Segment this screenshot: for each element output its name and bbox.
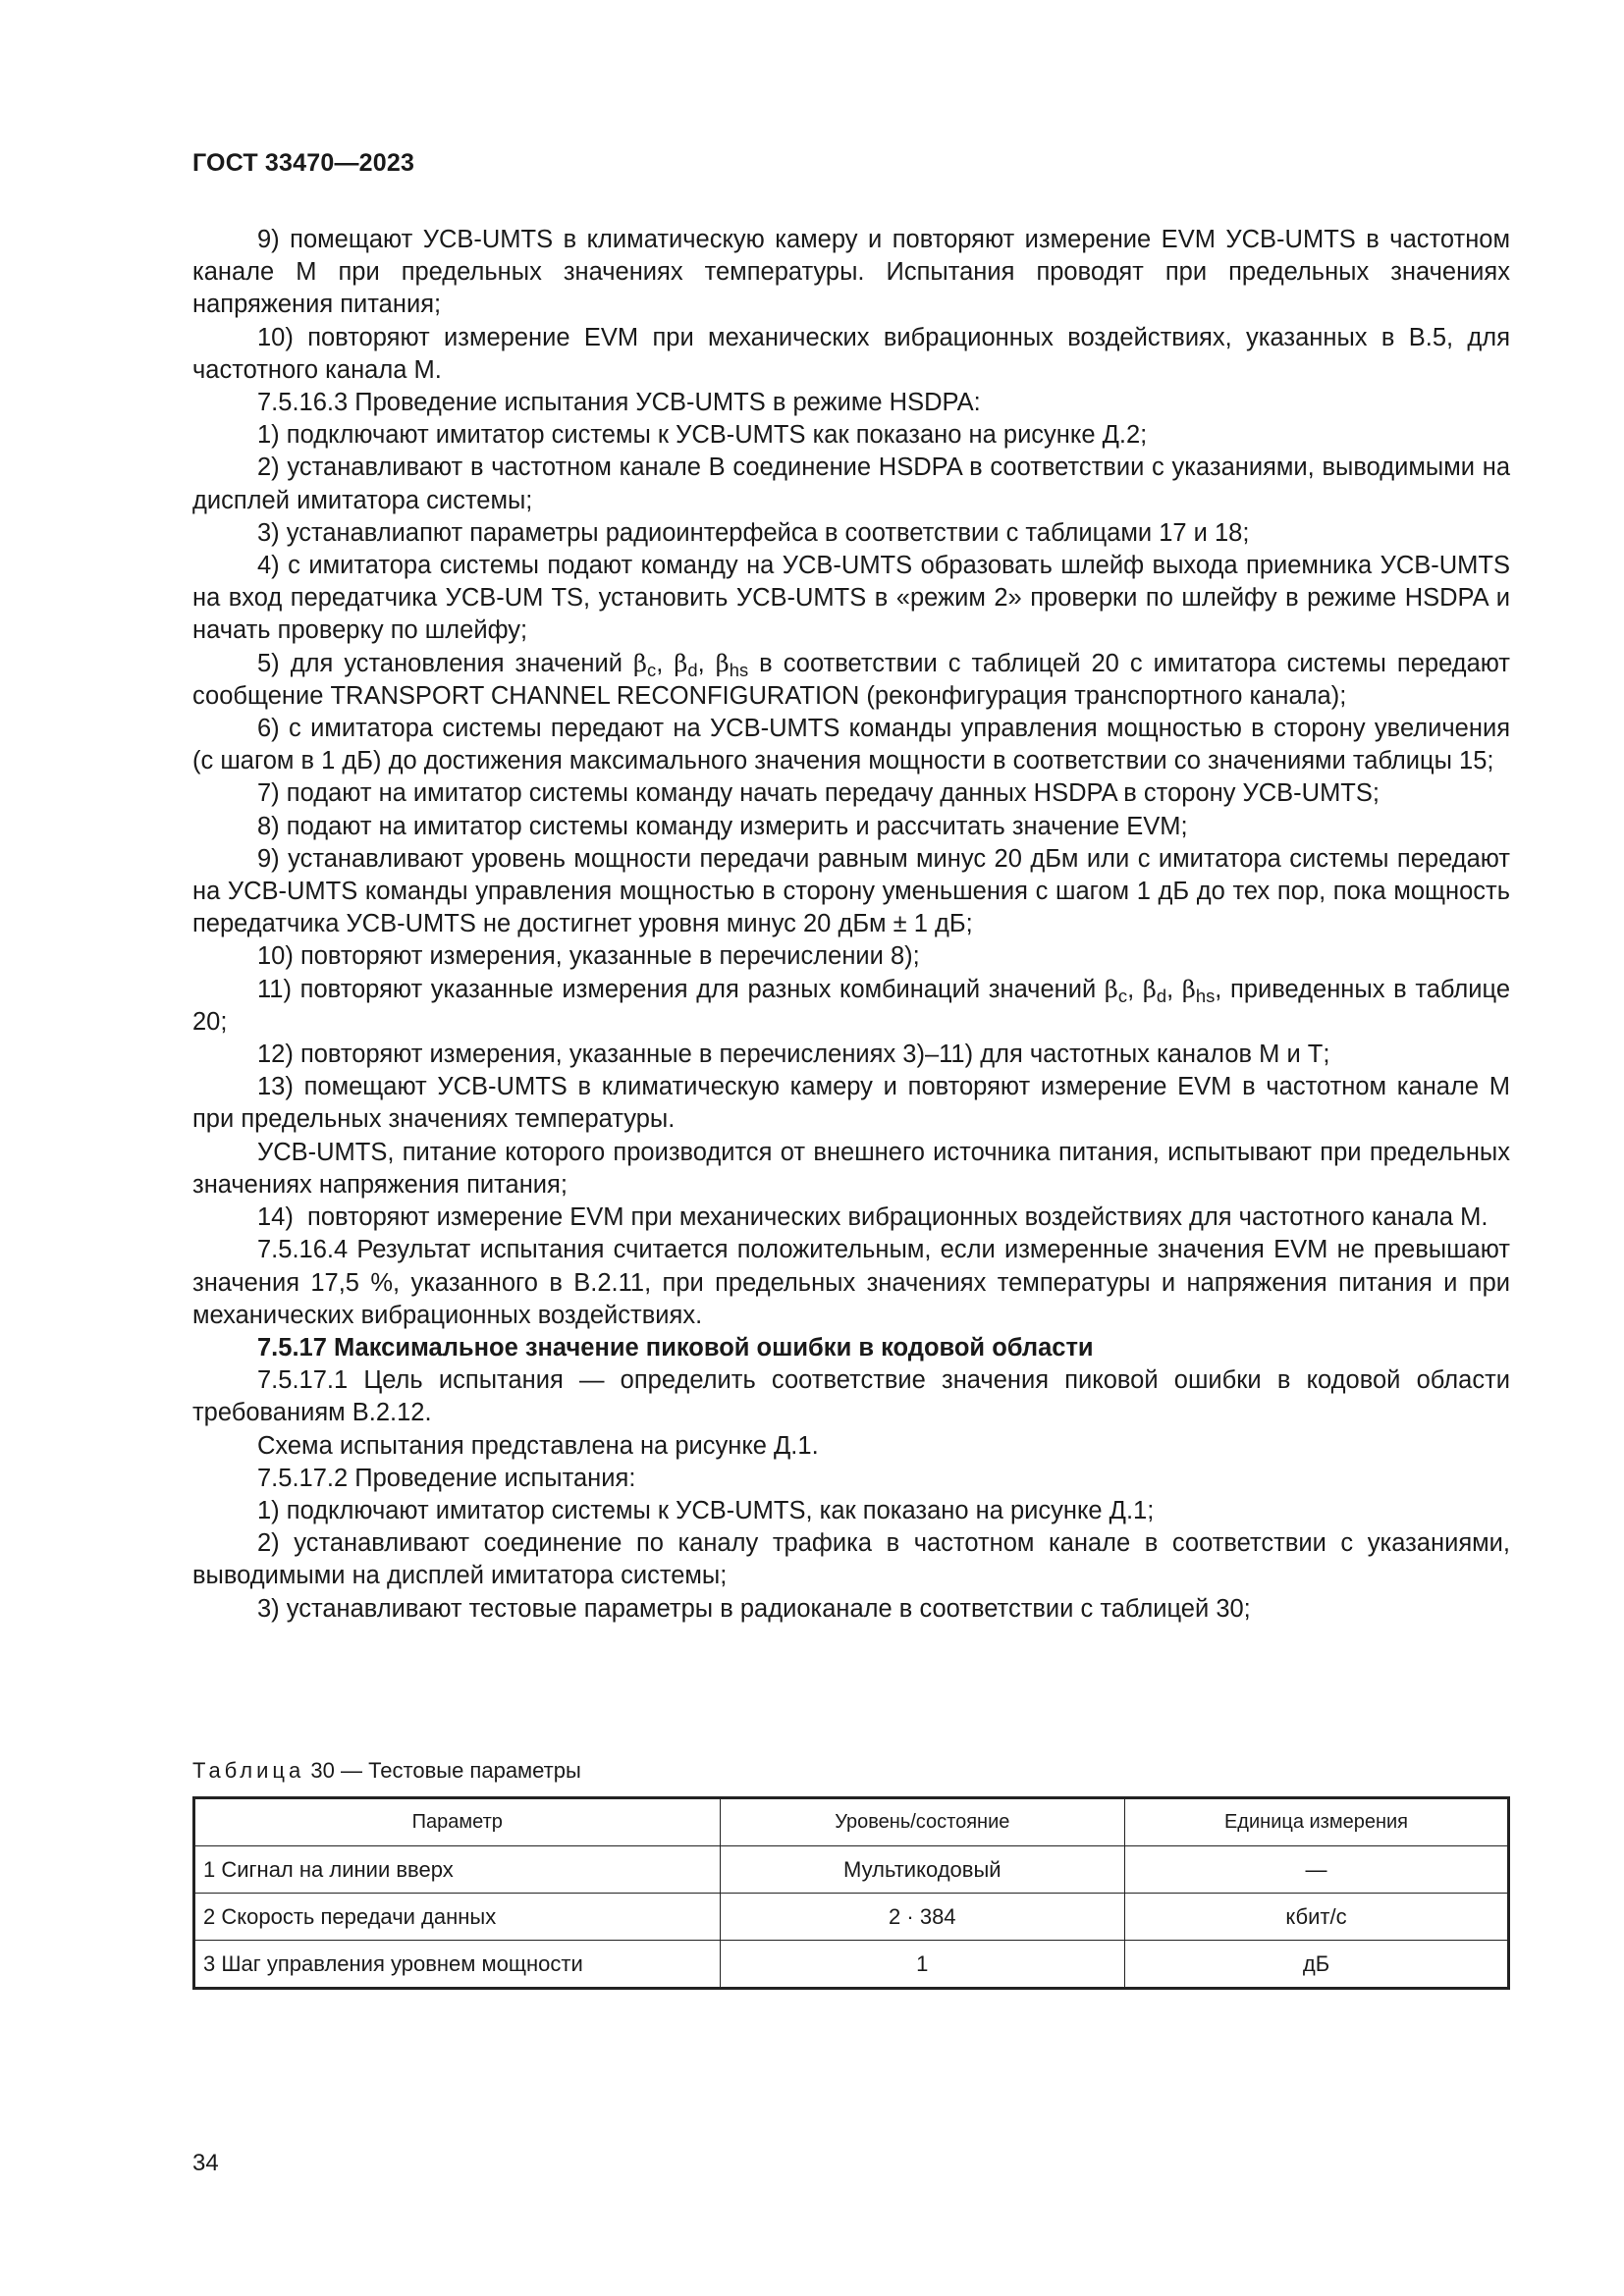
section-heading: 7.5.17 Максимальное значение пиковой ошибки в кодовой области	[257, 1333, 1094, 1362]
paragraph: 7.5.17.2 Проведение испытания:	[257, 1464, 636, 1492]
table-row	[194, 1894, 1509, 1941]
document-header: ГОСТ 33470—2023	[192, 149, 415, 177]
paragraph: 2) устанавливают в частотном канале В соединение HSDPA в соответствии с указаниями, выводимыми на дисплей имитатора системы;	[192, 454, 1510, 514]
paragraph: 7) подают на имитатор системы команду начать передачу данных HSDPA в сторону УСВ-UMTS;	[257, 779, 1380, 808]
paragraph: 1) подключают имитатор системы к УСВ-UMTS, как показано на рисунке Д.1;	[257, 1496, 1155, 1524]
subscript: c	[647, 659, 657, 680]
paragraph: 14) повторяют измерение EVM при механических вибрационных воздействиях для частотного канала М.	[257, 1203, 1489, 1232]
paragraph: 9) устанавливают уровень мощности передачи равным минус 20 дБм или с имитатора системы передают на УСВ-UMTS команды управления мощностью в сторону уменьшения с шагом 1 дБ до тех пор, пока мощность передатчика УСВ-UMTS не достигнет уровня минус 20 дБм ± 1 дБ;	[192, 844, 1510, 938]
table-cell: кбит/с	[1125, 1894, 1509, 1941]
subscript: d	[687, 659, 698, 680]
table-cell: 2 · 384	[720, 1894, 1124, 1941]
beta-symbol: β	[715, 649, 730, 677]
paragraph: 13) помещают УСВ-UMTS в климатическую камеру и повторяют измерение EVM в частотном канале М при предельных значениях температуры.	[192, 1073, 1510, 1134]
section-heading: 7.5.16.3 Проведение испытания УСВ-UMTS в режиме HSDPA:	[257, 389, 981, 417]
text-run: в соответствии с таблицей 20 с имитатора системы передают сообщение TRANSPORT CHANNEL RECONFIGURATION (реконфигурация транспортного канала);	[192, 649, 1510, 710]
subscript: d	[1156, 985, 1167, 1006]
text-run: , приведенных в таблице 20;	[192, 975, 1511, 1036]
column-header: Уровень/состояние	[720, 1798, 1124, 1846]
subscript: hs	[1195, 985, 1216, 1006]
table-cell: дБ	[1125, 1941, 1509, 1989]
paragraph: 1) подключают имитатор системы к УСВ-UMTS как показано на рисунке Д.2;	[257, 421, 1148, 450]
separator: ,	[1166, 975, 1182, 1003]
paragraph: 4) с имитатора системы подают команду на УСВ-UMTS образовать шлейф выхода приемника УСВ-UMTS на вход передатчика УСВ-UM TS, установить УСВ-UMTS в «режим 2» проверки по шлейфу в режиме HSDPA и начать проверку по шлейфу;	[192, 552, 1510, 645]
column-header: Единица измерения	[1125, 1798, 1509, 1846]
table-cell: Мультикодовый	[720, 1846, 1124, 1894]
separator: ,	[697, 649, 716, 677]
text-run: 11) повторяют указанные измерения для разных комбинаций значений	[257, 975, 1105, 1003]
paragraph: 12) повторяют измерения, указанные в перечислениях 3)–11) для частотных каналов М и Т;	[257, 1041, 1330, 1069]
table-caption	[192, 1758, 581, 1784]
table-caption-title: 30 — Тестовые параметры	[310, 1758, 581, 1783]
column-header: Параметр	[194, 1798, 721, 1846]
beta-symbol: β	[674, 649, 688, 677]
page-number: 34	[192, 2150, 219, 2176]
paragraph	[192, 648, 1510, 713]
paragraph: 6) с имитатора системы передают на УСВ-UMTS команды управления мощностью в сторону увеличения (с шагом в 1 дБ) до достижения максимального значения мощности в соответствии со значениями таблицы 15;	[192, 715, 1510, 775]
beta-symbol: β	[633, 649, 648, 677]
table-cell: 2 Скорость передачи данных	[194, 1894, 721, 1941]
beta-symbol: β	[1181, 975, 1196, 1003]
paragraph: 3) устанавлиапют параметры радиоинтерфейса в соответствии с таблицами 17 и 18;	[257, 518, 1250, 547]
table-row	[194, 1941, 1509, 1989]
test-parameters-table	[192, 1796, 1510, 1990]
table-row	[194, 1846, 1509, 1894]
paragraph: 10) повторяют измерения, указанные в перечислении 8);	[257, 942, 920, 971]
beta-symbol: β	[1142, 975, 1157, 1003]
paragraph: 9) помещают УСВ-UMTS в климатическую камеру и повторяют измерение EVM УСВ-UMTS в частотном канале М при предельных значениях температуры. Испытания проводят при предельных значениях напряжения питания;	[192, 226, 1510, 319]
table-header-row	[194, 1798, 1509, 1846]
separator: ,	[656, 649, 675, 677]
document-body	[192, 224, 1510, 1626]
table-caption-label: Таблица	[192, 1758, 305, 1783]
table-cell: 3 Шаг управления уровнем мощности	[194, 1941, 721, 1989]
paragraph: 10) повторяют измерение EVM при механических вибрационных воздействиях, указанных в В.5, для частотного канала М.	[192, 323, 1510, 384]
paragraph: 2) устанавливают соединение по каналу трафика в частотном канале в соответствии с указаниями, выводимыми на дисплей имитатора системы;	[192, 1529, 1510, 1590]
subscript: c	[1117, 985, 1128, 1006]
text-run: 5) для установления значений	[257, 649, 634, 677]
paragraph: 7.5.16.4 Результат испытания считается положительным, если измеренные значения EVM не превышают значения 17,5 %, указанного в В.2.11, при предельных значениях температуры и напряжения питания и при механических вибрационных воздействиях.	[192, 1236, 1510, 1329]
subscript: hs	[729, 659, 749, 680]
paragraph: 8) подают на имитатор системы команду измерить и рассчитать значение EVM;	[257, 812, 1188, 840]
paragraph: УСВ-UMTS, питание которого производится от внешнего источника питания, испытывают при предельных значениях напряжения питания;	[192, 1138, 1510, 1199]
paragraph: Схема испытания представлена на рисунке Д.1.	[257, 1431, 819, 1460]
table-cell: —	[1125, 1846, 1509, 1894]
table-cell: 1 Сигнал на линии вверх	[194, 1846, 721, 1894]
separator: ,	[1127, 975, 1143, 1003]
beta-symbol: β	[1104, 975, 1118, 1003]
paragraph: 7.5.17.1 Цель испытания — определить соответствие значения пиковой ошибки в кодовой области требованиям В.2.12.	[192, 1366, 1510, 1427]
paragraph: 3) устанавливают тестовые параметры в радиоканале в соответствии с таблицей 30;	[257, 1594, 1251, 1623]
paragraph	[192, 974, 1510, 1039]
table-cell: 1	[720, 1941, 1124, 1989]
